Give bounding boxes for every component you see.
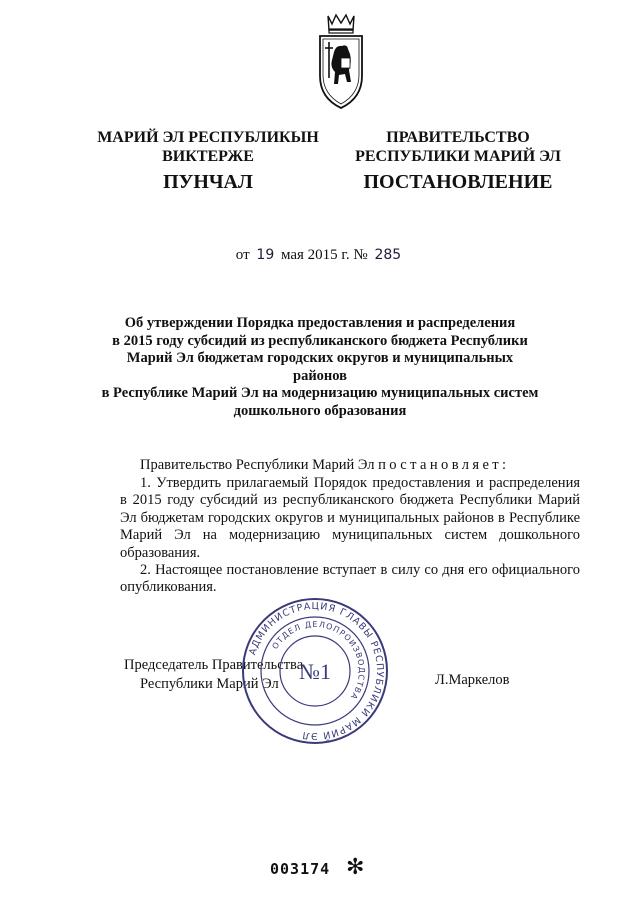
date-line	[0, 247, 640, 264]
date-month-year: мая 2015 г. №	[280, 247, 368, 263]
document-number: 285	[374, 247, 402, 263]
intro-text: Правительство Республики Марий Эл	[140, 457, 375, 473]
seal-inner-text: ОТДЕЛ ДЕЛОПРОИЗВОДСТВА	[270, 619, 367, 702]
subject-line: в 2015 году субсидий из республиканского бюджета Республики	[112, 332, 528, 349]
header-left-block	[88, 128, 328, 166]
subject-line: Марий Эл бюджетам городских округов и муниципальных районов	[126, 350, 514, 384]
doc-type-mari: ПУНЧАЛ	[163, 171, 253, 193]
document-serial-number: 003174	[270, 860, 331, 878]
body-item-2: 2. Настоящее постановление вступает в силу со дня его официального опубликования.	[120, 562, 580, 596]
signatory-name: Л.Маркелов	[435, 672, 510, 688]
subject-line: дошкольного образования	[233, 402, 407, 419]
signatory-title-line1: Председатель Правительства	[124, 657, 304, 673]
date-prefix: от	[235, 247, 250, 263]
subject-line: в Республике Марий Эл на модернизацию муниципальных систем	[101, 385, 539, 401]
document-subject	[100, 315, 540, 420]
header-right-line2: РЕСПУБЛИКИ МАРИЙ ЭЛ	[355, 148, 561, 165]
signatory-title-line2: Республики Марий Эл	[140, 676, 279, 692]
seal-outer-text: АДМИНИСТРАЦИЯ ГЛАВЫ РЕСПУБЛИКИ МАРИЙ ЭЛ	[247, 600, 386, 742]
date-day: 19	[256, 247, 275, 263]
body-intro	[140, 457, 580, 474]
header-right-line1: ПРАВИТЕЛЬСТВО	[386, 129, 530, 146]
official-seal-stamp	[240, 596, 390, 746]
intro-decree-word: постановляет:	[378, 457, 510, 473]
header-left-line2: ВИКТЕРЖЕ	[162, 148, 254, 165]
header-left-line1: МАРИЙ ЭЛ РЕСПУБЛИКЫН	[97, 129, 319, 146]
body-item-1: 1. Утвердить прилагаемый Порядок предоставления и распределения в 2015 году субсидий из республиканского бюджета Республики Марий Эл бюджетам городских округов и муниципальных районов в Республике Марий Эл на модернизацию муниципальных систем дошкольного образования.	[120, 475, 580, 561]
header-right-block	[338, 128, 578, 166]
coat-of-arms-emblem	[314, 12, 368, 112]
seal-center-number: №1	[299, 659, 331, 684]
subject-line: Об утверждении Порядка предоставления и распределения	[124, 315, 516, 331]
asterisk-mark-icon: ✻	[346, 855, 365, 880]
doc-type-russian: ПОСТАНОВЛЕНИЕ	[363, 171, 553, 193]
